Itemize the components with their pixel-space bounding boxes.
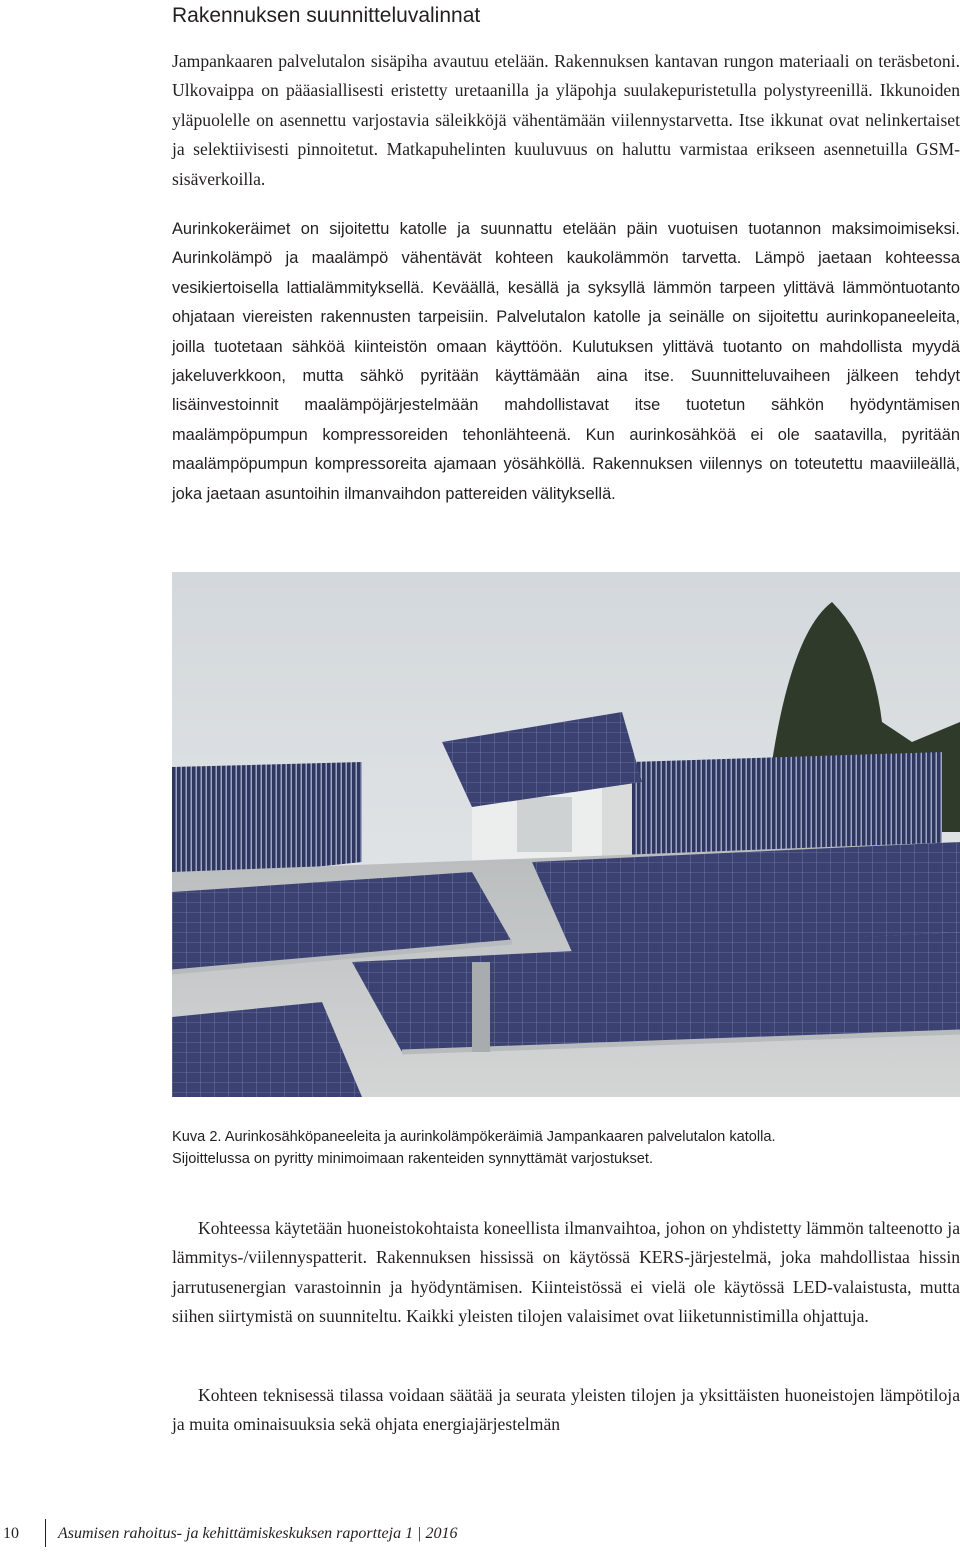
footer-divider [45, 1519, 46, 1547]
section-heading: Rakennuksen suunnitteluvalinnat [172, 4, 481, 27]
figure-caption [172, 1126, 960, 1170]
page-footer [0, 1519, 960, 1549]
paragraph-ventilation: Kohteessa käytetään huoneistokohtaista koneellista ilmanvaihtoa, johon on yhdistetty lämmön talteenotto ja lämmitys-/viilennyspatterit. Rakennuksen hississä on käytössä KERS-järjestelmä, joka mahdollistaa hissin jarrutusenergian varastoinnin ja hyödyntämisen. Kiinteistössä ei vielä ole käytössä LED-valaistusta, mutta siihen siirtymistä on suunniteltu. Kaikki yleisten tilojen valaisimet ovat liiketunnistimilla ohjattuja. [172, 1218, 960, 1327]
paragraph-energy-systems: Aurinkokeräimet on sijoitettu katolle ja suunnattu etelään päin vuotuisen tuotannon maksimoimiseksi. Aurinkolämpö ja maalämpö vähentävät kohteen kaukolämmön tarvetta. Lämpö jaetaan kohteessa vesikiertoisella lattialämmityksellä. Keväällä, kesällä ja syksyllä lämmön tarpeen ylittävä lämmöntuotanto ohjataan viereisten rakennusten tarpeisiin. Palvelutalon katolle ja seinälle on sijoitettu aurinkopaneeleita, joilla tuotetaan sähköä kiinteistön omaan käyttöön. Kulutuksen ylittävä tuotanto on mahdollista myydä jakeluverkkoon, mutta sähkö pyritään käyttämään aina itse. Suunnitteluvaiheen jälkeen tehdyt lisäinvestoinnit maalämpöjärjestelmään mahdollistavat itse tuotetun sähkön hyödyntämisen maalämpöpumpun kompressoreiden tehonlähteenä. Kun aurinkosähköä ei ole saatavilla, pyritään maalämpöpumpun kompressoreita ajamaan yösähköllä. Rakennuksen viilennys on toteutettu maaviileällä, joka jaetaan asuntoihin ilmanvaihdon pattereiden välityksellä. [172, 220, 960, 503]
paragraph-technical-room: Kohteen teknisessä tilassa voidaan säätää ja seurata yleisten tilojen ja yksittäisten huoneistojen lämpötiloja ja muita ominaisuuksia sekä ohjata energiajärjestelmän [172, 1385, 960, 1435]
rooftop-solar-photo [172, 572, 960, 1097]
publication-title: Asumisen rahoitus- ja kehittämiskeskuksen raportteja 1 | 2016 [58, 1525, 458, 1542]
paragraph-building-materials: Jampankaaren palvelutalon sisäpiha avautuu etelään. Rakennuksen kantavan rungon materiaali on teräsbetoni. Ulkovaippa on pääasiallisesti eristetty uretaanilla ja yläpohja suulakepuristetulla polystyreenillä. Ikkunoiden yläpuolelle on asennettu varjostavia säleikköjä vähentämään viilennystarvetta. Itse ikkunat ovat nelinkertaiset ja selektiivisesti pinnoitetut. Matkapuhelinten kuuluvuus on haluttu varmistaa erikseen asennetuilla GSM-sisäverkoilla. [172, 51, 960, 189]
page-number: 10 [3, 1525, 19, 1542]
caption-line-2: Sijoittelussa on pyritty minimoimaan rakenteiden synnyttämät varjostukset. [172, 1151, 653, 1167]
collector-left [172, 762, 362, 882]
caption-line-1: Kuva 2. Aurinkosähköpaneeleita ja aurinkolämpökeräimiä Jampankaaren palvelutalon katolla. [172, 1129, 776, 1145]
